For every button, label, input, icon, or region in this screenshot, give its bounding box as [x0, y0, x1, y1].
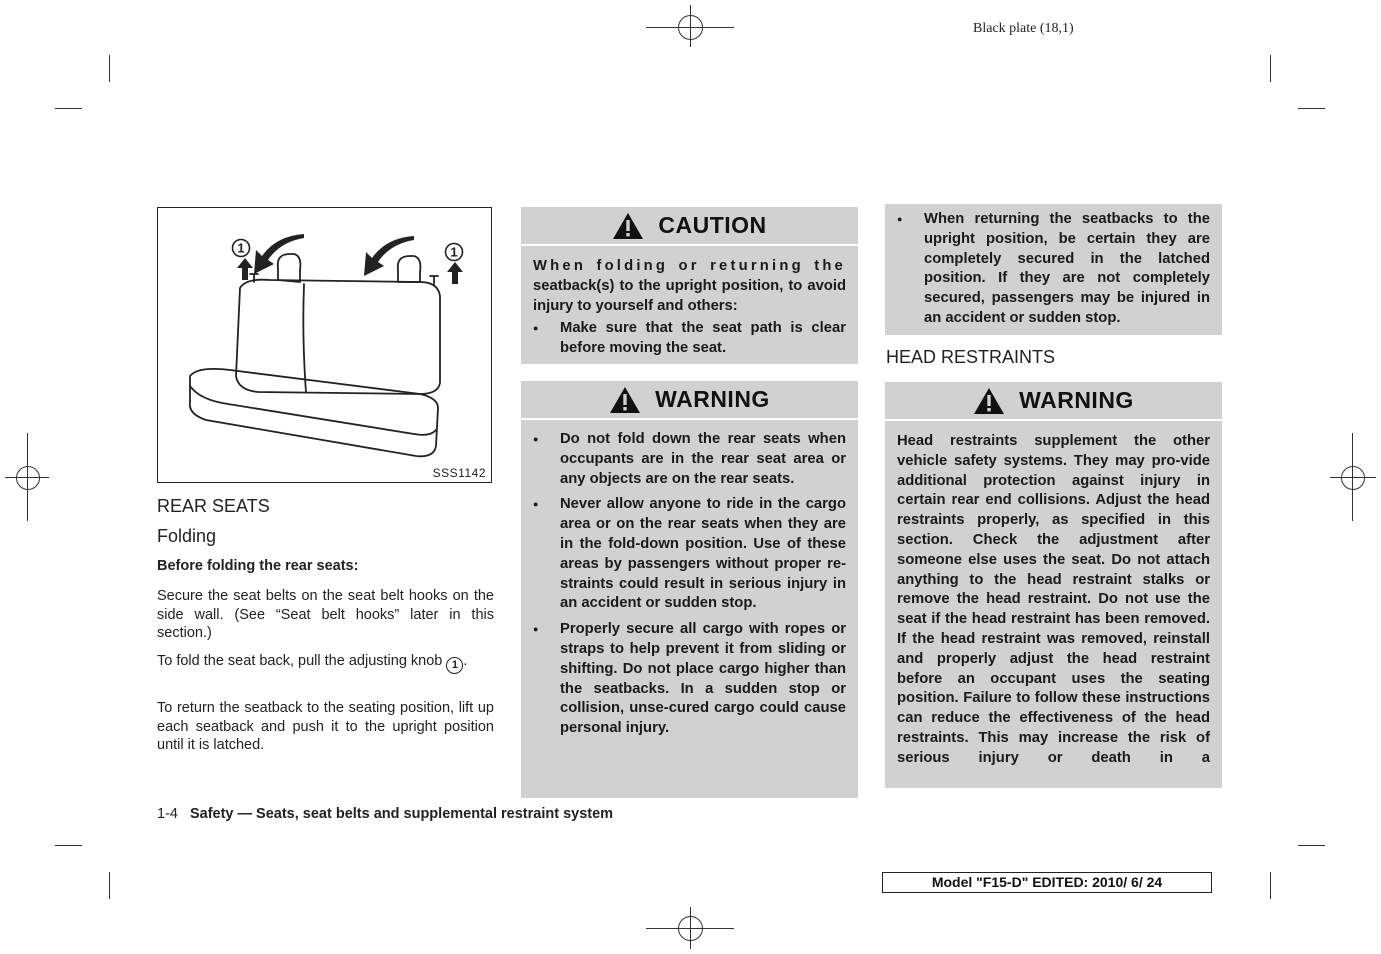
plate-label: Black plate (18,1): [973, 21, 1074, 36]
callout-1: [446, 244, 463, 261]
paragraph-seat-belts: Secure the seat belts on the seat belt hooks on the side wall. (See “Seat belt hooks” later in this section.): [157, 588, 494, 641]
paragraph-fold-end: .: [463, 653, 468, 669]
crop-mark: [55, 845, 82, 846]
warning-bullet: ● Properly secure all cargo with ropes or straps to help prevent it from sliding or shifting. Do not place cargo higher than the seatbacks. In a sudden stop or collision, unse-cured cargo could cause personal injury.: [533, 620, 846, 739]
caution-header: [521, 207, 858, 246]
warning-body: [533, 430, 846, 745]
warning-box-head-restraints: [885, 382, 1222, 788]
caution-intro: seatback(s) to the upright position, to avoid injury to yourself and others:: [533, 277, 846, 314]
warning-box-rear-seats: [521, 381, 858, 798]
warning-triangle-icon: [609, 386, 641, 414]
callout-1: [233, 240, 250, 257]
figure-code: SSS1142: [432, 466, 486, 480]
caution-title: CAUTION: [658, 212, 767, 238]
crop-mark: [109, 872, 110, 899]
seat-illustration: [158, 208, 491, 482]
registration-mark-icon: [678, 15, 703, 40]
warning-title: WARNING: [1019, 387, 1134, 413]
seat-figure: [157, 207, 492, 483]
warning-bullet: ● Never allow anyone to ride in the cargo area or on the rear seats when they are in the fold-down position. Use of these areas by passengers without proper re-straints could result in serious injury in an accident or sudden stop.: [533, 495, 846, 614]
crop-mark: [109, 55, 110, 82]
paragraph-fold-text: To fold the seat back, pull the adjusting knob: [157, 653, 443, 669]
continued-bullet: ● When returning the seatbacks to the upright position, be certain they are completely secured in the latched position. If they are not completely secured, passengers may be injured in an accident or sudden stop.: [897, 210, 1210, 329]
caution-body: [533, 257, 846, 365]
caution-box: [521, 207, 858, 364]
page-footer: [157, 806, 613, 822]
paragraph-fold: [157, 652, 494, 674]
lead-heading: Before folding the rear seats:: [157, 558, 359, 574]
crop-mark: [1270, 55, 1271, 82]
head-restraints-title: HEAD RESTRAINTS: [886, 347, 1056, 367]
caution-intro-line1: When folding or returning the: [533, 258, 846, 274]
callout-label: 1: [237, 240, 245, 256]
continued-body: [897, 210, 1210, 335]
warning-header: [885, 382, 1222, 421]
page-number: 1-4: [157, 806, 178, 822]
subsection-title: Folding: [157, 526, 217, 546]
callout-label: 1: [450, 244, 458, 260]
crop-mark: [1298, 108, 1325, 109]
continued-warning-box: [885, 204, 1222, 335]
knob-callout: 1: [446, 657, 463, 674]
crop-mark: [1298, 845, 1325, 846]
registration-mark-icon: [1341, 466, 1365, 490]
crop-mark: [1270, 872, 1271, 899]
warning-header: [521, 381, 858, 420]
registration-mark-icon: [16, 466, 40, 490]
paragraph-return: To return the seatback to the seating position, lift up each seatback and push it to the upright position until it is latched.: [157, 700, 494, 753]
warning-title: WARNING: [655, 386, 770, 412]
footer-section: Safety — Seats, seat belts and supplemental restraint system: [189, 806, 614, 822]
section-title: REAR SEATS: [157, 496, 270, 516]
head-restraints-warning-text: Head restraints supplement the other vehicle safety systems. They may pro-vide additional protection against injury in certain rear end collisions. Adjust the head restraints properly, as specified in this section. Check the adjustment after someone else uses the seat. Do not attach anything to the head restraint stalks or remove the head restraint. Do not use the seat if the head restraint has been removed. If the head restraint was removed, reinstall and properly adjust the head restraint before an occupant uses the seating position. Failure to follow these instructions can reduce the effectiveness of the head restraints. This may increase the risk of serious injury or death in a: [897, 433, 1210, 766]
crop-mark: [55, 108, 82, 109]
warning-bullet: ● Do not fold down the rear seats when occupants are in the rear seat area or any objects are on the rear seats.: [533, 430, 846, 489]
registration-mark-icon: [678, 916, 703, 941]
warning-triangle-icon: [973, 387, 1005, 415]
caution-bullet: ● Make sure that the seat path is clear before moving the seat.: [533, 319, 846, 359]
warning-triangle-icon: [612, 212, 644, 240]
model-edited-box: Model "F15-D" EDITED: 2010/ 6/ 24: [882, 872, 1212, 893]
